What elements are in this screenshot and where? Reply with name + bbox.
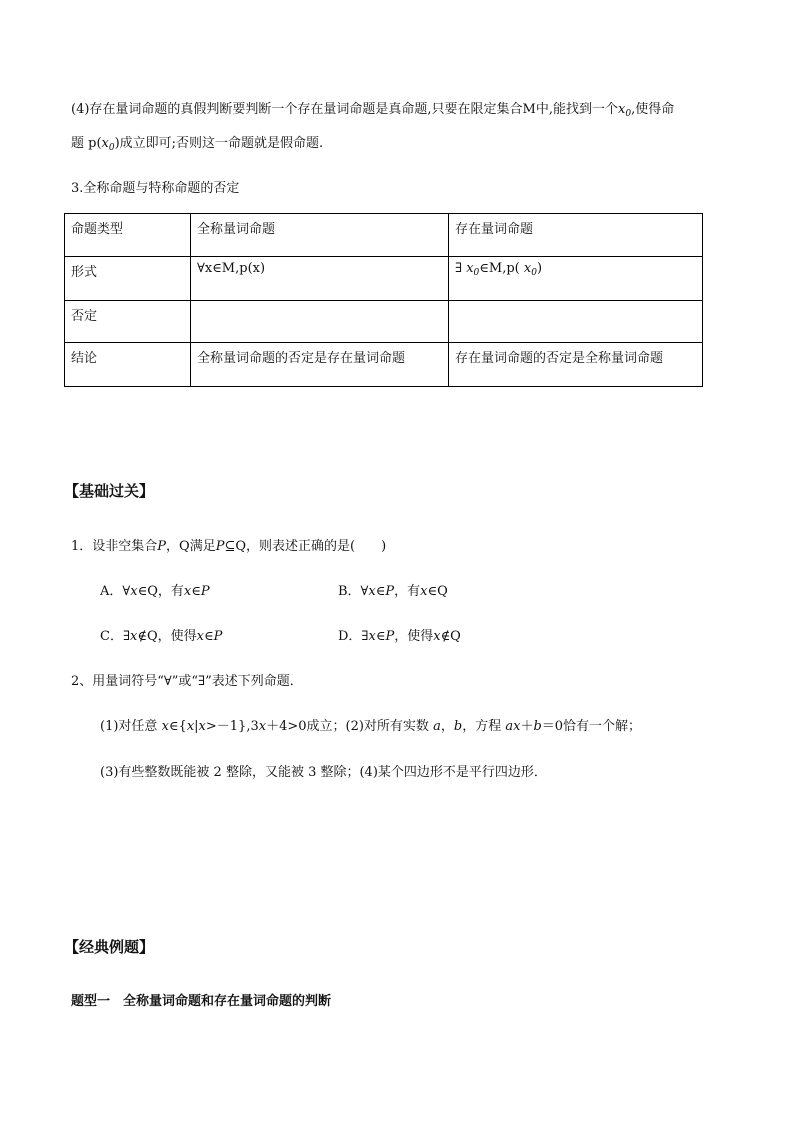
table-row (65, 257, 703, 301)
table-row (65, 301, 703, 343)
header-cell: 存在量词命题 (449, 214, 703, 257)
row-label-conclusion: 结论 (65, 343, 191, 387)
basics-heading: 【基础过关】 (64, 482, 155, 500)
header-cell: 命题类型 (65, 214, 191, 257)
q2-stem: 2、用量词符号“∀”或“∃”表述下列命题． (71, 674, 303, 689)
conclusion-universal: 全称量词命题的否定是存在量词命题 (191, 343, 449, 387)
row-label-negation: 否定 (65, 301, 191, 343)
q1-stem: 1．设非空集合P，Q满足P⊆Q，则表述正确的是( ) (71, 539, 387, 554)
section4-line1: (4)存在量词命题的真假判断要判断一个存在量词命题是真命题,只要在限定集合M中,能找到一个$x_0$,使得命 (71, 102, 675, 119)
type1-title: 题型一 全称量词命题和存在量词命题的判断 (71, 994, 332, 1009)
form-exist: ∃ $x_0\in M,p$( $x_0$) (449, 257, 703, 301)
header-cell: 全称量词命题 (191, 214, 449, 257)
q1-option-b: B．∀x∈P，有x∈Q (338, 584, 448, 599)
var-x0: $x_0$ (101, 136, 115, 153)
q1-option-c: C．∃x∉Q，使得x∈P (100, 629, 223, 644)
form-universal: ∀x∈M,p(x) (191, 257, 449, 301)
empty-cell (191, 301, 449, 343)
var-x0: $x_0$ (618, 102, 632, 119)
empty-cell (449, 301, 703, 343)
table-row (65, 214, 703, 257)
examples-heading: 【经典例题】 (64, 938, 155, 956)
q2-line1: (1)对任意 x∈{x|x>－1},3x＋4>0成立；(2)对所有实数 a，b，方程 ax＋b＝0恰有一个解； (100, 719, 642, 734)
conclusion-exist: 存在量词命题的否定是全称量词命题 (449, 343, 703, 387)
section4-line2: 题 $p(x_0)$成立即可;否则这一命题就是假命题. (71, 136, 324, 153)
q1-option-d: D．∃x∈P，使得x∉Q (338, 629, 461, 644)
negation-table (64, 213, 703, 387)
q1-option-a: A．∀x∈Q，有x∈P (100, 584, 210, 599)
row-label-form: 形式 (65, 257, 191, 301)
table-row (65, 343, 703, 387)
section3-title: 3.全称命题与特称命题的否定 (71, 181, 240, 196)
q2-line2: (3)有些整数既能被 2 整除，又能被 3 整除；(4)某个四边形不是平行四边形． (100, 765, 547, 780)
